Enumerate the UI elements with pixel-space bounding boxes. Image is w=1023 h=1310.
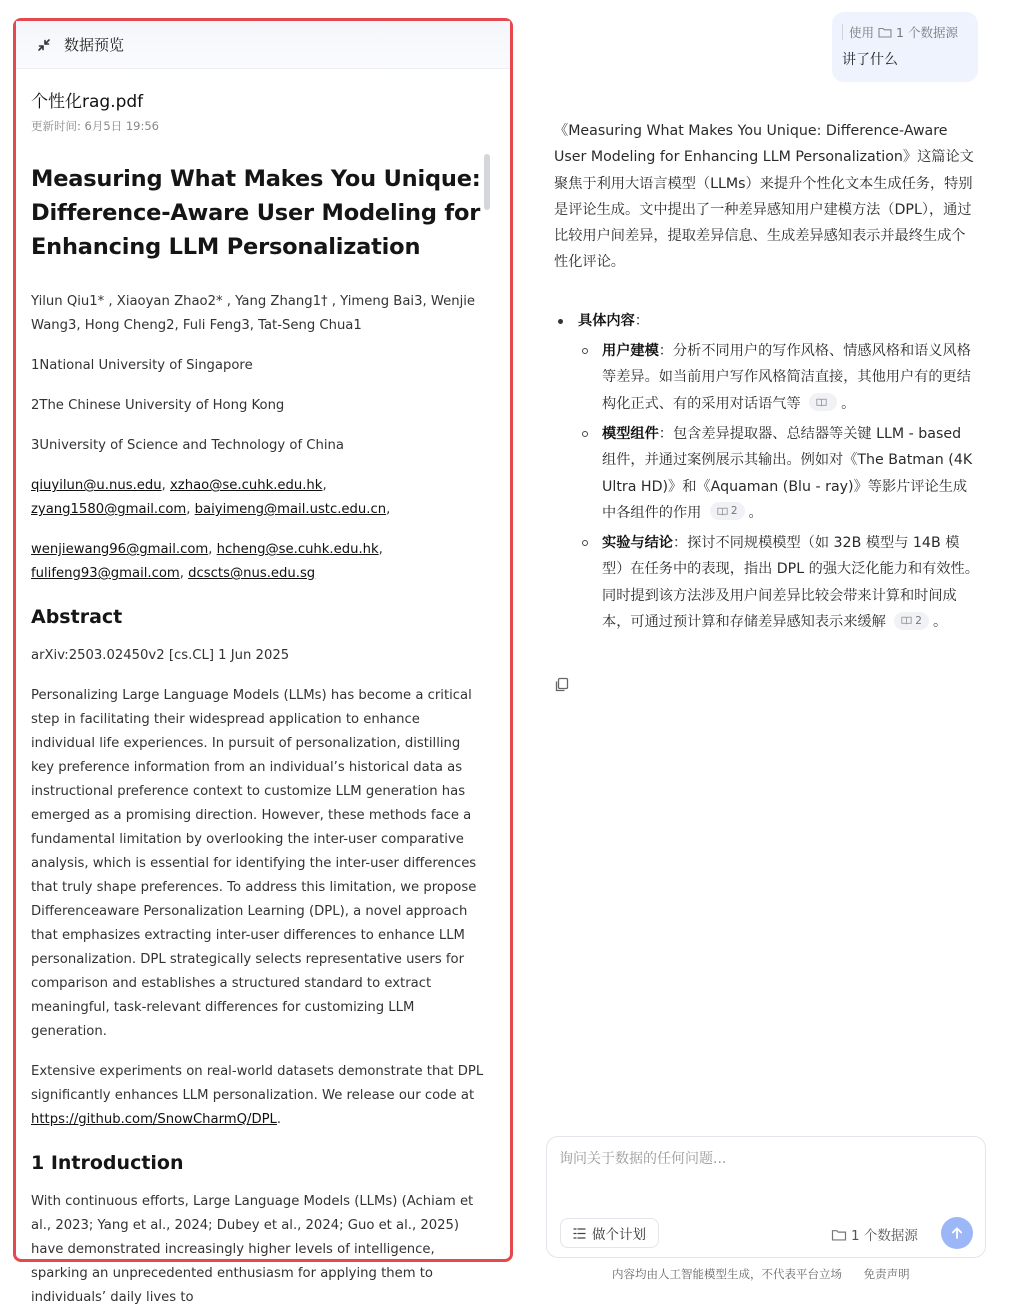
make-plan-label: 做个计划	[592, 1227, 646, 1243]
source-prefix: 使用	[849, 25, 875, 40]
item-text: ：探讨不同规模模型（如 32B 模型与 14B 模型）在任务中的表现，指出 DPL 的强大泛化能力和有效性。同时提到该方法涉及用户间差异比较会带来计算和时间成本，可通过预计算和存储差异感知表示来缓解	[602, 535, 979, 631]
item-label: 实验与结论	[602, 535, 673, 552]
make-plan-button[interactable]	[560, 1218, 659, 1248]
source-count: 1 个数据源	[896, 25, 958, 40]
affiliation-2: 2The Chinese University of Hong Kong	[31, 398, 285, 413]
item-tail: 。	[748, 504, 763, 521]
citation-count: 2	[730, 505, 738, 518]
arxiv-id: arXiv:2503.02450v2 [cs.CL] 1 Jun 2025	[31, 648, 290, 663]
data-sources-button[interactable]	[831, 1224, 918, 1244]
file-name: 个性化rag.pdf	[31, 92, 144, 112]
assistant-answer	[554, 118, 979, 639]
document-content[interactable]	[16, 153, 510, 1305]
citation-badge[interactable]	[809, 393, 837, 411]
answer-intro: 《Measuring What Makes You Unique: Difference-Aware User Modeling for Enhancing LLM Personalization》这篇论文聚焦于利用大语言模型（LLMs）来提升个性化文本生成任务，特别是评论生成。文中提出了一种差异感知用户建模方法（DPL），通过比较用户间差异，提取差异信息、生成差异感知表示并最终生成个性化评论。	[554, 123, 974, 271]
book-icon	[717, 507, 728, 516]
bullet-circle	[554, 338, 602, 417]
introduction-heading: 1 Introduction	[31, 1152, 184, 1174]
item-text: ：分析不同用户的写作风格、情感风格和语义风格等差异。如当前用户写作风格简洁直接，其他用户有的更结构化正式、有的采用对话语气等	[602, 343, 971, 412]
abstract-paragraph-2: Extensive experiments on real-world datasets demonstrate that DPL significantly enhances LLM personalization. We release our code at https://github.com/SnowCharmQ/DPL.	[31, 1064, 484, 1127]
sub-list	[554, 338, 979, 635]
code-link[interactable]: https://github.com/SnowCharmQ/DPL	[31, 1112, 277, 1127]
footer	[612, 1266, 910, 1282]
list-item	[554, 308, 979, 334]
email-link[interactable]: qiuyilun@u.nus.edu	[31, 478, 162, 493]
question-input[interactable]	[559, 1151, 969, 1167]
book-icon	[816, 398, 827, 407]
citation-badge[interactable]	[710, 502, 745, 520]
document-title: Measuring What Makes You Unique: Difference-Aware User Modeling for Enhancing LLM Personalization	[31, 166, 481, 260]
data-sources-label: 1 个数据源	[851, 1228, 918, 1244]
item-text: ：包含差异提取器、总结器等关键 LLM - based 组件，并通过案例展示其输出。例如对《The Batman (4K Ultra HD)》和《Aquaman (Blu - ray)》等影片评论生成中各组件的作用	[602, 425, 973, 521]
data-preview-panel	[13, 18, 513, 1305]
citation-badge[interactable]	[894, 612, 929, 630]
affiliation-3: 3University of Science and Technology of China	[31, 438, 344, 453]
folder-icon	[878, 26, 892, 38]
item-tail: 。	[932, 614, 948, 631]
file-updated-time: 更新时间: 6月5日 19:56	[31, 119, 159, 133]
email-link[interactable]: fulifeng93@gmail.com	[31, 566, 180, 581]
citation-count: 2	[915, 614, 922, 627]
book-icon	[901, 616, 912, 625]
email-link[interactable]: zyang1580@gmail.com	[31, 502, 187, 517]
email-link[interactable]: baiyimeng@mail.ustc.edu.cn	[194, 502, 387, 517]
abstract-paragraph-2-text: Extensive experiments on real-world datasets demonstrate that DPL significantly enhances LLM personalization. We release our code at	[31, 1064, 484, 1103]
answer-list	[554, 308, 979, 636]
abstract-heading: Abstract	[31, 606, 123, 628]
bullet-circle	[554, 421, 602, 526]
bullet-disc	[554, 308, 578, 334]
email-link[interactable]: xzhao@se.cuhk.edu.hk	[170, 478, 323, 493]
disclaimer-text: 内容均由人工智能模型生成，不代表平台立场	[612, 1267, 842, 1281]
user-message-text: 讲了什么	[842, 52, 898, 68]
section-colon: ：	[634, 312, 649, 329]
email-list-2: wenjiewang96@gmail.com, hcheng@se.cuhk.edu.hk, fulifeng93@gmail.com, dcscts@nus.edu.sg	[31, 542, 383, 581]
used-sources-chip[interactable]	[842, 24, 968, 40]
send-button[interactable]	[941, 1217, 973, 1249]
email-link[interactable]: dcscts@nus.edu.sg	[188, 566, 316, 581]
item-label: 用户建模	[602, 343, 659, 360]
preview-header	[16, 21, 510, 69]
copy-icon[interactable]	[553, 676, 571, 694]
preview-title: 数据预览	[64, 36, 125, 54]
introduction-paragraph: With continuous efforts, Large Language Models (LLMs) (Achiam et al., 2023; Yang et al., 2024; Dubey et al., 2024; Guo et al., 2025) have demonstrated increasingly higher levels of intelligence, sparking an unprecedented enthusiasm for applying them to individuals’ daily lives to	[31, 1194, 474, 1305]
section-label: 具体内容	[578, 312, 635, 329]
item-tail: 。	[841, 395, 856, 412]
collapse-icon[interactable]	[34, 35, 54, 55]
affiliation-1: 1National University of Singapore	[31, 358, 253, 373]
folder-icon	[831, 1228, 847, 1241]
bullet-circle	[554, 530, 602, 635]
list-icon	[573, 1227, 586, 1240]
email-link[interactable]: wenjiewang96@gmail.com	[31, 542, 209, 557]
chat-composer	[546, 1136, 986, 1258]
list-item	[554, 338, 979, 417]
item-label: 模型组件	[602, 425, 659, 442]
file-info	[16, 69, 510, 134]
user-message-bubble	[832, 12, 978, 82]
document-authors: Yilun Qiu1* , Xiaoyan Zhao2* , Yang Zhang1† , Yimeng Bai3, Wenjie Wang3, Hong Cheng2, Fuli Feng3, Tat-Seng Chua1	[31, 294, 476, 333]
arrow-up-icon	[949, 1225, 965, 1241]
list-item	[554, 421, 979, 526]
abstract-paragraph-1: Personalizing Large Language Models (LLMs) has become a critical step in facilitating their widespread application to enhance individual life experiences. In pursuit of personalization, distilling key preference information from an individual’s historical data as instructional preference context to customize LLM generation has emerged as a promising direction. However, these methods face a fundamental limitation by overlooking the inter-user comparative analysis, which is essential for identifying the inter-user differences that truly shape preferences. To address this limitation, we propose Differenceaware Personalization Learning (DPL), a novel approach that emphasizes extracting inter-user differences to enhance LLM personalization. DPL strategically selects representative users for comparison and establishes a structured standard to extract meaningful, task-relevant differences for customizing LLM generation.	[31, 688, 477, 1039]
email-list-1: qiuyilun@u.nus.edu, xzhao@se.cuhk.edu.hk, zyang1580@gmail.com, baiyimeng@mail.ustc.edu.cn,	[31, 478, 391, 517]
email-link[interactable]: hcheng@se.cuhk.edu.hk	[216, 542, 379, 557]
terms-link[interactable]: 免责声明	[863, 1267, 910, 1281]
list-item	[554, 530, 979, 635]
